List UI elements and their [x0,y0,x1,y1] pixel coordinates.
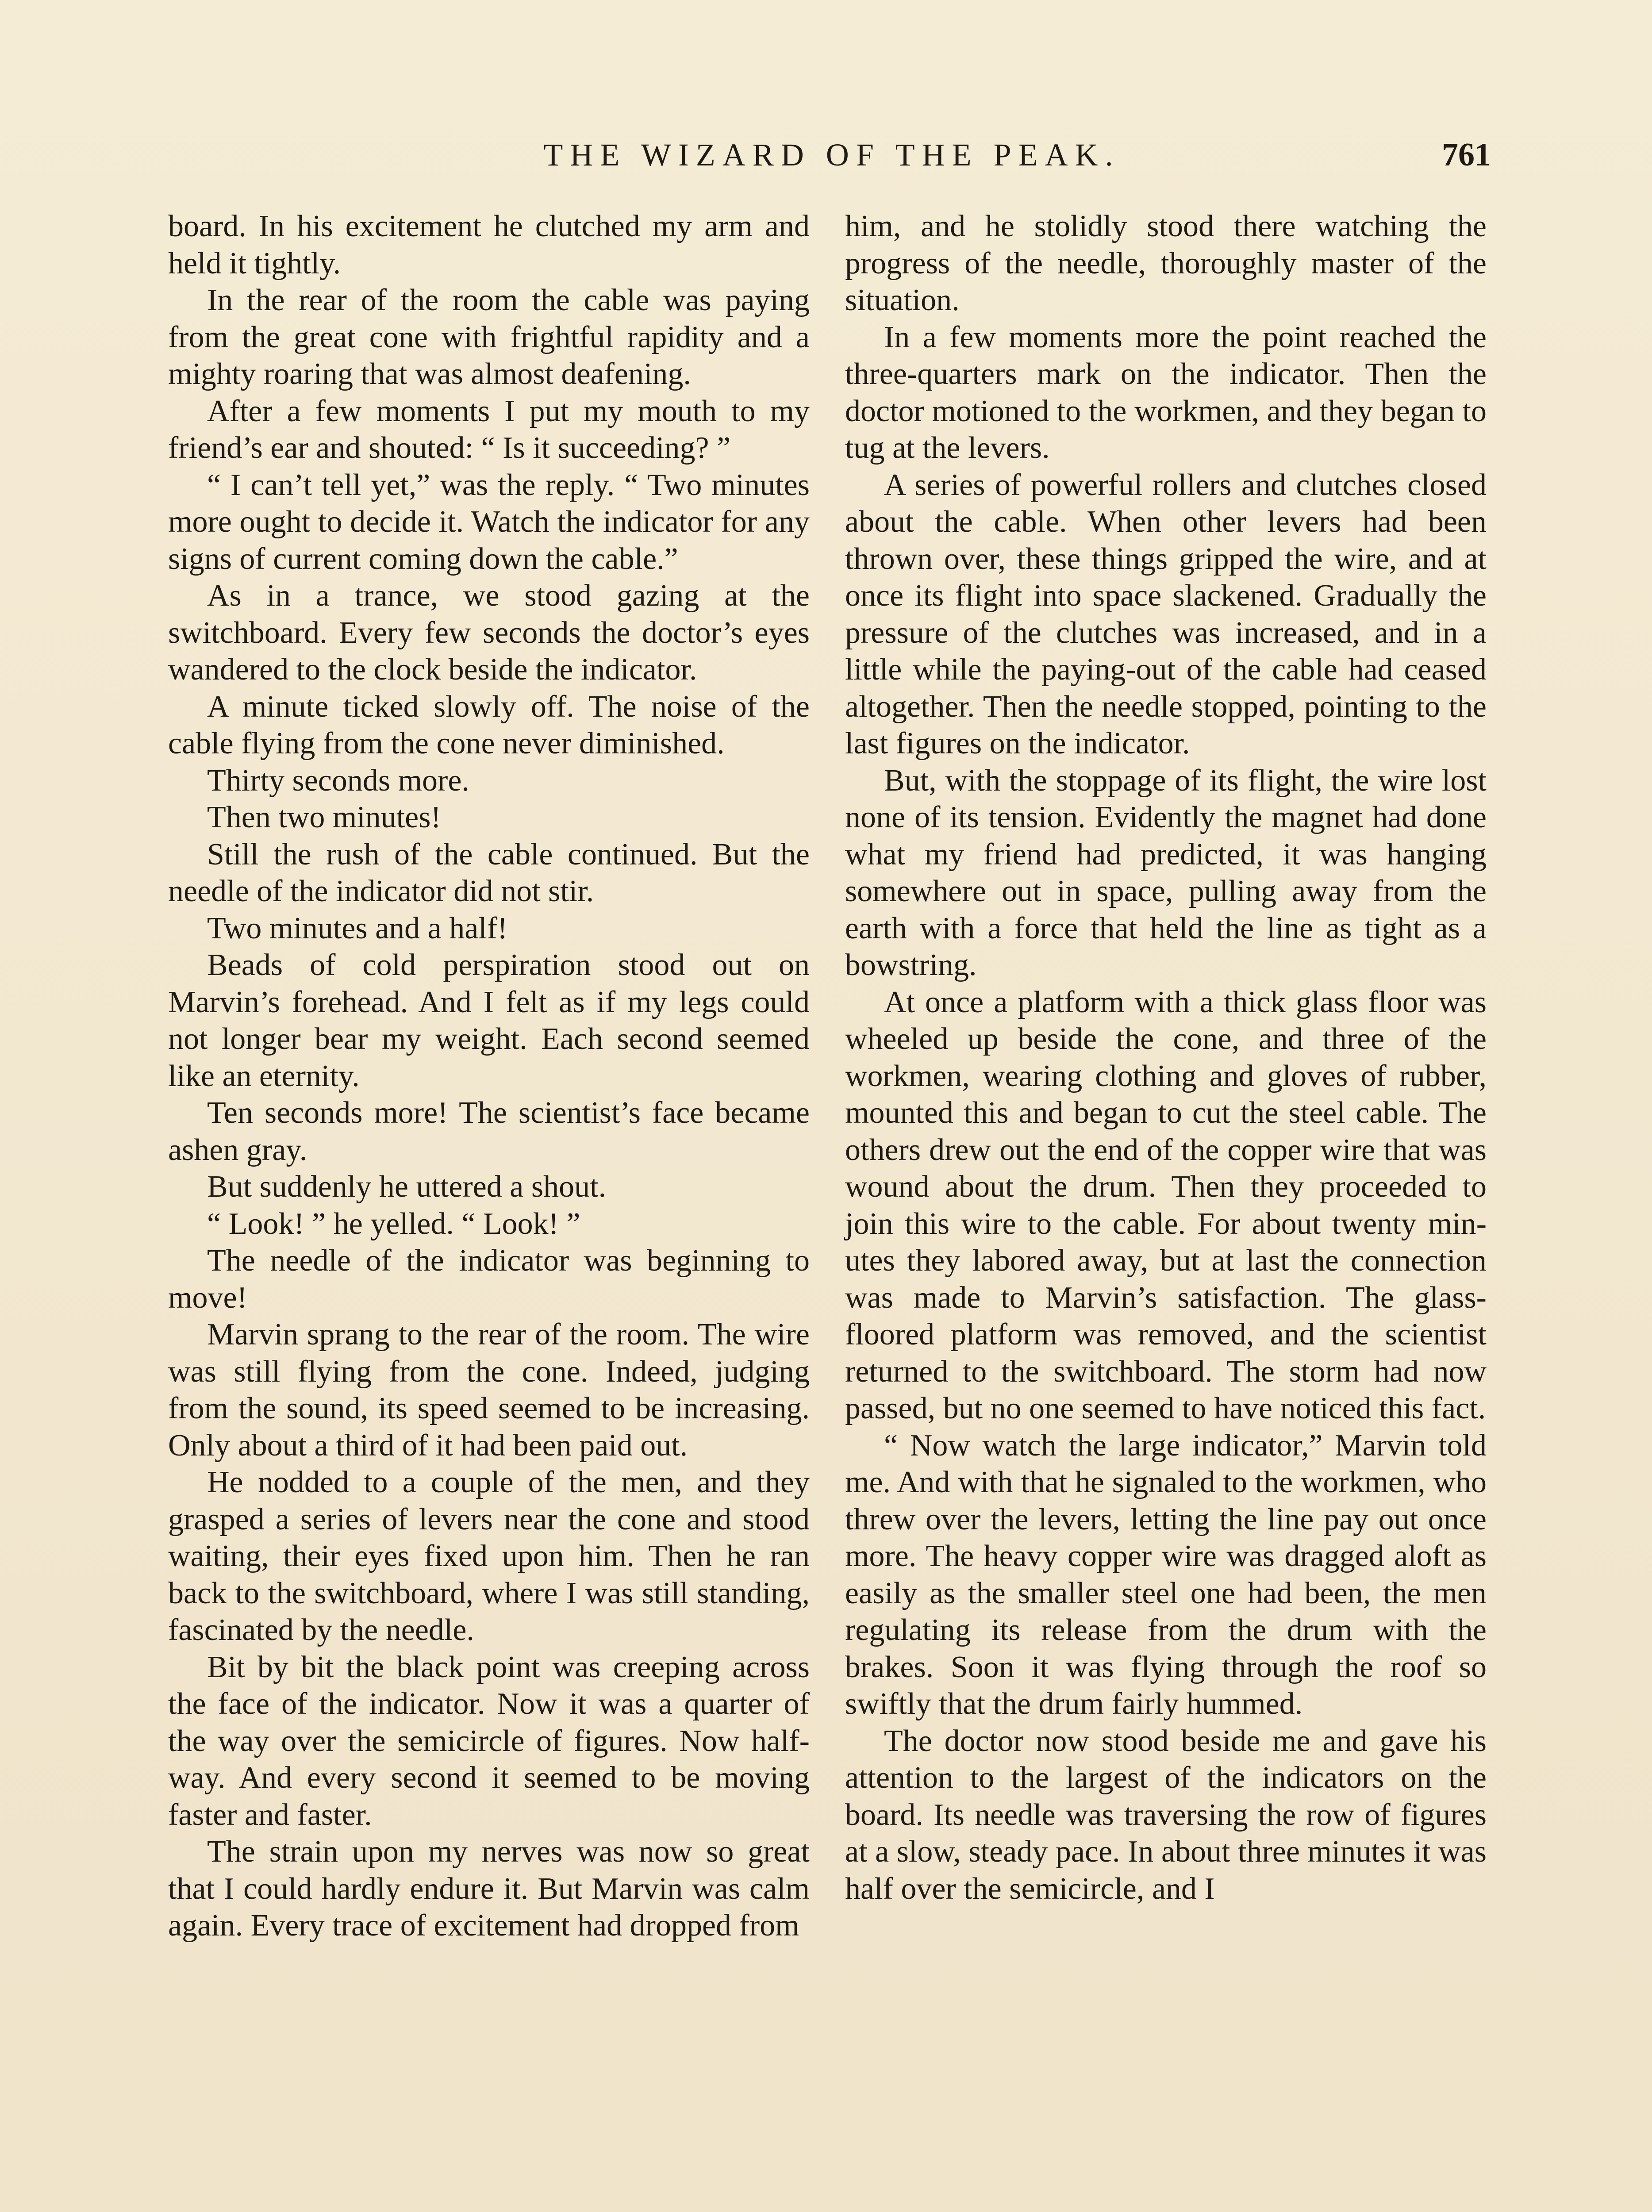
paragraph: In a few moments more the point reached the three-quarters mark on the indicator. Then the doctor motioned to the workmen, and they began to tug at the levers. [845,320,1487,465]
paragraph: As in a trance, we stood gazing at the switchboard. Every few seconds the doctor’s eyes wandered to the clock beside the indicator. [168,579,810,687]
paragraph: Two minutes and a half! [207,911,508,945]
text-columns [168,208,1487,1944]
right-column [845,208,1487,1944]
paragraph: “ I can’t tell yet,” was the reply. “ Two minutes more ought to decide it. Watch the indicator for any signs of current coming down the cable.” [168,468,810,576]
paragraph: A series of powerful rollers and clutches closed about the cable. When other levers had been thrown over, these things gripped the wire, and at once its flight into space slackened. Gradually the pressure of the clutches was increased, and in a little while the paying-out of the cable had ceased altogether. Then the needle stopped, pointing to the last figures on the indicator. [845,468,1487,760]
running-head [173,133,1491,186]
paragraph: After a few moments I put my mouth to my friend’s ear and shouted: “ Is it succeeding? ” [168,394,810,465]
paragraph: Thirty seconds more. [207,763,469,798]
running-title: THE WIZARD OF THE PEAK. [543,137,1120,173]
paragraph: He nodded to a couple of the men, and they grasped a series of levers near the cone and stood waiting, their eyes fixed upon him. Then he ran back to the switchboard, where I was still standing, fascinated by the needle. [168,1465,810,1647]
paragraph: “ Look! ” he yelled. “ Look! ” [207,1206,580,1241]
paragraph: Still the rush of the cable continued. But the needle of the indicator did not stir. [168,837,810,908]
paragraph: The doctor now stood beside me and gave his attention to the largest of the indicators on the board. Its needle was traversing the row of figures at a slow, steady pace. In about three minutes it was half over the semicircle, and I [845,1724,1487,1906]
paragraph: In the rear of the room the cable was paying from the great cone with frightful rapidity and a mighty roaring that was almost deafening. [168,283,810,391]
paragraph: him, and he stolidly stood there watching the progress of the needle, thoroughly master of the situation. [845,209,1487,317]
paragraph: Then two minutes! [207,800,441,834]
paragraph: “ Now watch the large indicator,” Marvin told me. And with that he signaled to the workmen, who threw over the levers, letting the line pay out once more. The heavy copper wire was dragged aloft as easily as the smaller steel one had been, the men regulating its release from the drum with the brakes. Soon it was flying through the roof so swiftly that the drum fairly hummed. [845,1428,1487,1721]
paragraph: But suddenly he uttered a shout. [207,1170,607,1204]
paragraph: Bit by bit the black point was creeping across the face of the indicator. Now it was a quarter of the way over the semicircle of figures. Now half-way. And every second it seemed to be moving faster and faster. [168,1650,810,1832]
paragraph: At once a platform with a thick glass floor was wheeled up beside the cone, and three of the workmen, wearing clothing and gloves of rubber, mounted this and began to cut the steel cable. The others drew out the end of the copper wire that was wound about the drum. Then they proceeded to join this wire to the cable. For about twenty minutes they labored away, but at last the connection was made to Marvin’s satisfaction. The glass-floored platform was removed, and the scientist returned to the switchboard. The storm had now passed, but no one seemed to have noticed this fact. [845,985,1487,1425]
paragraph: Ten seconds more! The scientist’s face became ashen gray. [168,1096,810,1167]
paragraph: The strain upon my nerves was now so great that I could hardly endure it. But Marvin was calm again. Every trace of excitement had dropped from [168,1835,810,1943]
page-number: 761 [1442,137,1491,173]
paragraph: The needle of the indicator was beginning to move! [168,1244,810,1315]
left-column [168,208,810,1944]
paragraph: A minute ticked slowly off. The noise of the cable flying from the cone never diminished. [168,689,810,760]
paragraph: Beads of cold perspiration stood out on Marvin’s forehead. And I felt as if my legs could not longer bear my weight. Each second seemed like an eternity. [168,948,810,1093]
paragraph: But, with the stoppage of its flight, the wire lost none of its tension. Evidently the magnet had done what my friend had predicted, it was hanging somewhere out in space, pulling away from the earth with a force that held the line as tight as a bowstring. [845,763,1487,982]
paragraph: Marvin sprang to the rear of the room. The wire was still flying from the cone. Indeed, judging from the sound, its speed seemed to be increasing. Only about a third of it had been paid out. [168,1317,810,1463]
paragraph: board. In his excitement he clutched my arm and held it tightly. [168,209,810,280]
